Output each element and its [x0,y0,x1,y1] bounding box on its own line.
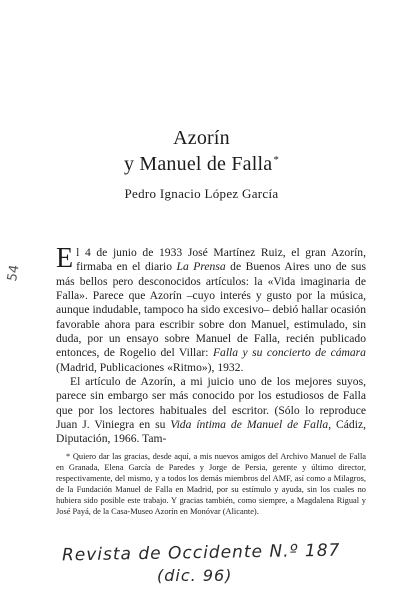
article-title-line2 [0,149,403,175]
article-body [56,243,366,447]
footnote-mark: * [66,452,71,461]
book-title-2: Vida íntima de Manuel de Falla [170,418,329,432]
paragraph-2 [56,375,366,447]
footnote [56,452,366,517]
handwritten-citation-line2: (dic. 96) [157,566,233,585]
paragraph-1-text-c: (Madrid, Publicaciones «Ritmo»), 1932. [56,360,244,374]
article-title-line1: Azorín [173,127,230,149]
book-title-1: Falla y su concierto de cámara [212,346,366,360]
paragraph-1 [56,243,366,375]
newspaper-title: La Prensa [176,260,226,274]
title-footnote-mark: * [273,154,280,166]
handwritten-citation-line1: Revista de Occidente N.º 187 [61,540,341,566]
paragraph-2-text-b: , Cádiz, Diputación, 1966. Tam- [56,418,366,446]
drop-cap: E [56,243,74,274]
paragraph-1-text-a: l 4 de junio de 1933 José Martínez Ruiz, el gran Azorín, firmaba en el diario [76,246,366,274]
footnote-paragraph [56,452,366,517]
paragraph-1-text-b: de Buenos Aires uno de sus más bellos pero desconocidos artículos: la «Vida imaginaria de Falla». Parece que Azorín –cuyo interés y gusto por la música, aunque indudable, tampoco ha sido excesivo– debió hallar ocasión favorable ahora para escribir sobre don Manuel, estimulado, sin duda, por un ensayo sobre Manuel de Falla, recién publicado entonces, de Rogelio del Villar: [56,260,366,360]
author-name: Pedro Ignacio López García [124,186,279,201]
paragraph-2-text-a: El artículo de Azorín, a mi juicio uno de los mejores suyos, parece sin embargo ser más conocido por los estudiosos de Falla que por los lectores habituales del escritor. (Sólo lo reproduce Juan J. Viniegra en su [56,375,366,432]
footnote-text: Quiero dar las gracias, desde aquí, a mis nuevos amigos del Archivo Manuel de Falla en Granada, Elena García de Paredes y Jorge de Persia, gerente y último director, respectivamente, del mismo, y a todos los demás miembros del AMF, así como a Milagros, de la Fundación Manuel de Falla en Madrid, por su estímulo y ayuda, sin los cuales no hubiera sido posible este trabajo. Y gracias también, como siempre, a Magdalena Rigual y José Payá, de la Casa-Museo Azorín en Monóvar (Alicante). [56,452,366,516]
handwritten-margin-note: 54 [5,263,23,283]
article-title-text: y Manuel de Falla [123,153,273,175]
